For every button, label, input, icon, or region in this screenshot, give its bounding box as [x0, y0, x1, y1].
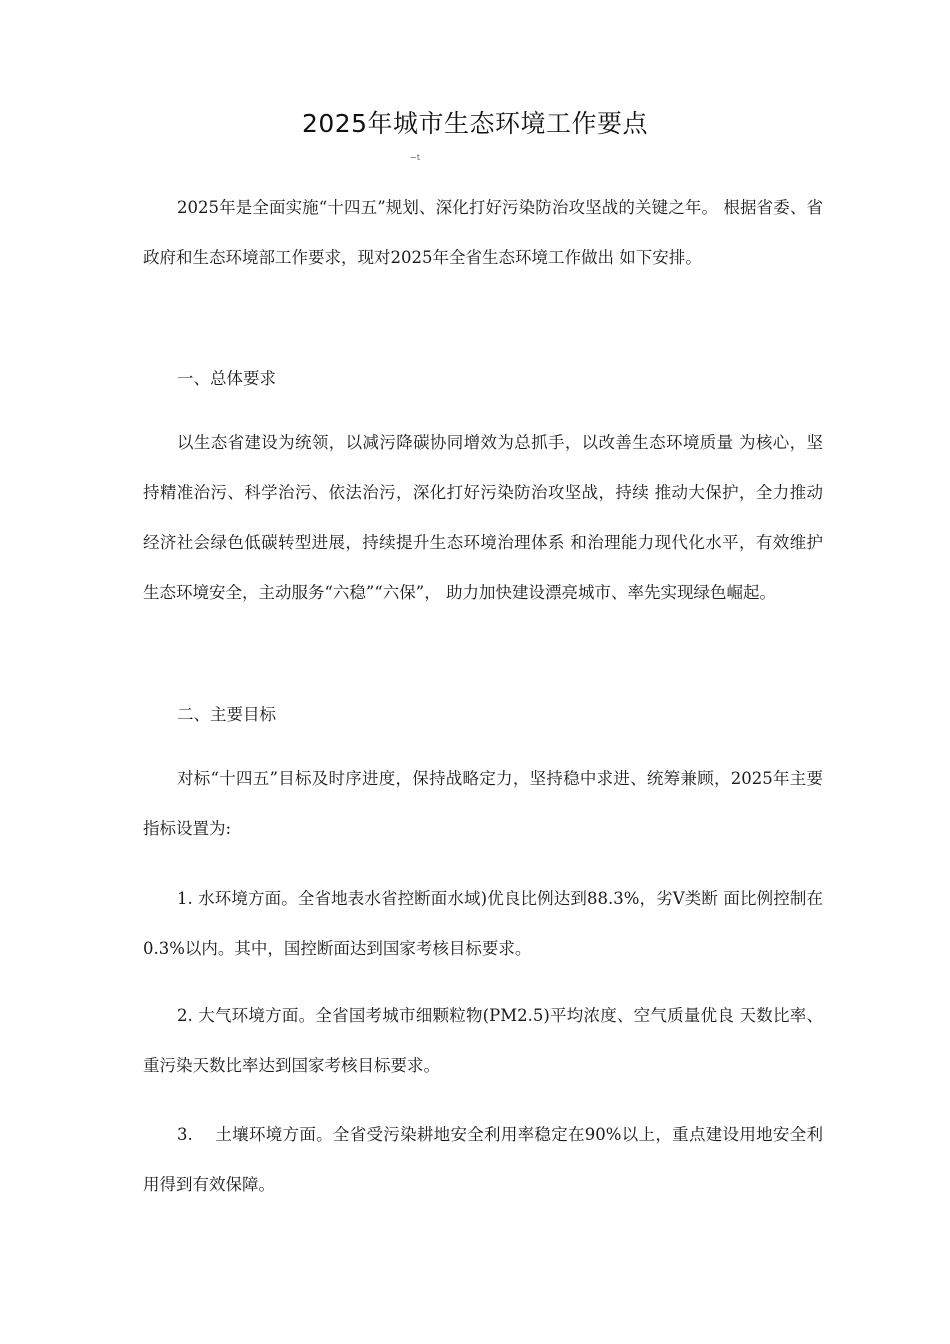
- target-item-soil: 3. 土壤环境方面。全省受污染耕地安全利用率稳定在90%以上，重点建设用地安全利用得到有效保障。: [143, 1125, 823, 1194]
- target-item-air: 2. 大气环境方面。全省国考城市细颗粒物(PM2.5)平均浓度、空气质量优良 天数比率、重污染天数比率达到国家考核目标要求。: [143, 1006, 823, 1075]
- main-targets-intro-paragraph: 对标“十四五”目标及时序进度，保持战略定力，坚持稳中求进、统筹兼顾，2025年主要指标设置为:: [143, 769, 823, 838]
- general-requirements-paragraph: 以生态省建设为统领，以减污降碳协同增效为总抓手，以改善生态环境质量 为核心，坚持精准治污、科学治污、依法治污，深化打好污染防治攻坚战，持续 推动大保护，全力推动经济社会绿色低碳转型进展，持续提升生态环境治理体系 和治理能力现代化水平，有效维护生态环境安全，主动服务“六稳”“六保”， 助力加快建设漂亮城市、率先实现绿色崛起。: [143, 433, 823, 602]
- section-heading-general-requirements: 一、总体要求: [177, 369, 276, 388]
- intro-paragraph: 2025年是全面实施“十四五”规划、深化打好污染防治攻坚战的关键之年。 根据省委、省政府和生态环境部工作要求，现对2025年全省生态环境工作做出 如下安排。: [143, 198, 823, 267]
- document-title: 2025年城市生态环境工作要点: [301, 109, 649, 138]
- target-item-water: 1. 水环境方面。全省地表水省控断面水域)优良比例达到88.3%，劣V类断 面比例控制在0.3%以内。其中，国控断面达到国家考核目标要求。: [143, 889, 823, 958]
- section-heading-main-targets: 二、主要目标: [177, 705, 276, 724]
- stray-mark: ~t: [410, 153, 420, 162]
